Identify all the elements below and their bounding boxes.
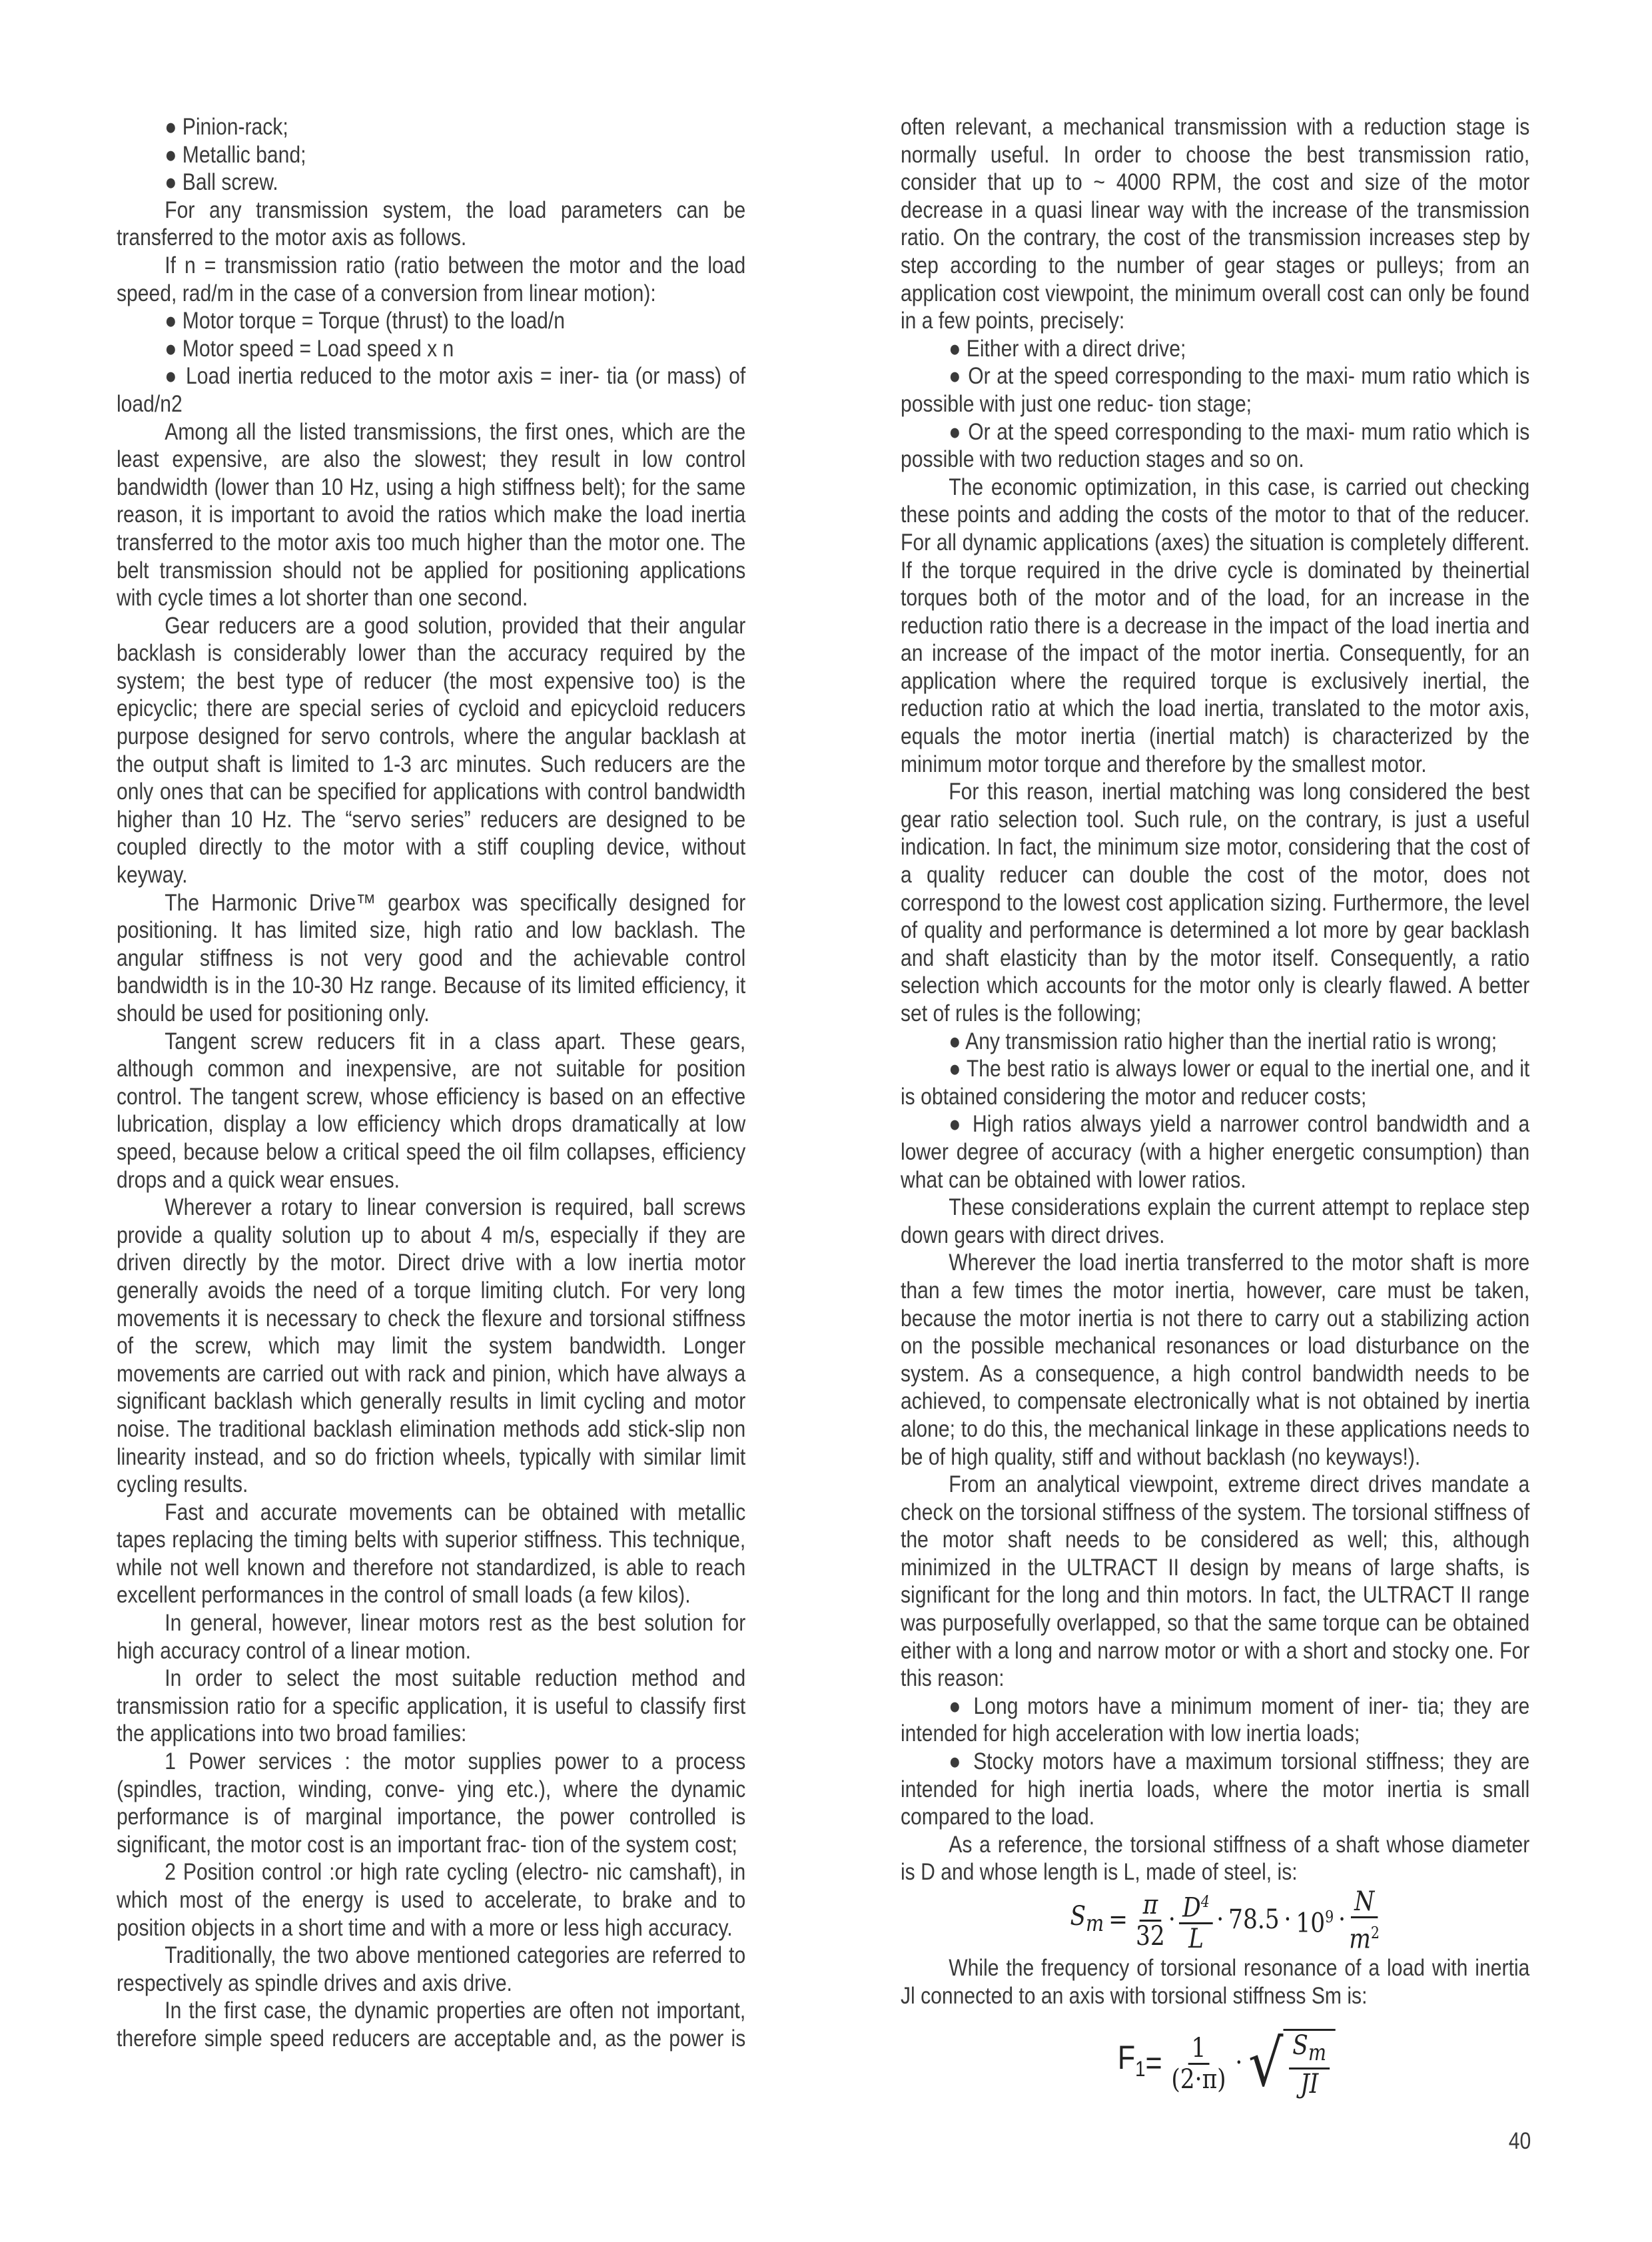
torsional-stiffness-formula bbox=[901, 1886, 1529, 1954]
bullet-item: ● Long motors have a minimum moment of iner- tia; they are intended for high acceleration with low inertia loads; bbox=[901, 1692, 1530, 1747]
paragraph: often relevant, a mechanical transmission with a reduction stage is normally useful. In order to choose the best transmission ratio, consider that up to ~ 4000 RPM, the cost and size of the motor decrease in a quasi linear way with the increase of the transmission ratio. On the contrary, the cost of the transmission increases step by step according to the number of gear stages or pulleys; from an application cost viewpoint, the minimum overall cost can only be found in a few points, precisely: bbox=[901, 114, 1530, 334]
radical-sign-icon: √ bbox=[1248, 2026, 1284, 2101]
paragraph: 1 Power services : the motor supplies power to a process (spindles, traction, winding, conve- ying etc.), where the dynamic performance is of marginal importance, the power controlled is significant, the motor cost is an important frac- tion of the system cost; bbox=[117, 1748, 746, 1858]
paragraph: Wherever a rotary to linear conversion is required, ball screws provide a quality solution up to about 4 m/s, especially if they are driven directly by the motor. Direct drive with a low inertia motor generally avoids the need of a torque limiting clutch. For very long movements it is necessary to check the flexure and torsional stiffness of the screw, which may limit the system bandwidth. Longer movements are carried out with rack and pinion, which have always a significant backlash which generally results in limit cycling and motor noise. The traditional backlash elimination methods add stick-slip non linearity instead, and so do friction wheels, typically with similar limit cycling results. bbox=[117, 1194, 746, 1498]
bullet-item: ● Motor speed = Load speed x n bbox=[165, 335, 454, 362]
bullet-item: ● Or at the speed corresponding to the maxi- mum ratio which is possible with two reduction stages and so on. bbox=[901, 418, 1530, 473]
bullet-item: ● Motor torque = Torque (thrust) to the load/n bbox=[165, 308, 565, 334]
bullet-item: ● The best ratio is always lower or equal to the inertial one, and it is obtained considering the motor and reducer costs; bbox=[901, 1056, 1530, 1110]
paragraph: From an analytical viewpoint, extreme direct drives mandate a check on the torsional stiffness of the system. The torsional stiffness of the motor shaft needs to be considered as well; this, although minimized in the ULTRACT II design by means of large shafts, is significant for the long and thin motors. In fact, the ULTRACT II range was purposefully overlapped, so that the same torque can be obtained either with a long and narrow motor or with a short and stocky one. For this reason: bbox=[901, 1471, 1530, 1692]
bullet-item: ● Metallic band; bbox=[165, 141, 306, 168]
bullet-item: ● Load inertia reduced to the motor axis = iner- tia (or mass) of load/n2 bbox=[117, 363, 746, 417]
right-paragraphs bbox=[901, 113, 1529, 1886]
paragraph: For any transmission system, the load parameters can be transferred to the motor axis as follows. bbox=[117, 196, 746, 251]
square-root: √ $\frac{S_m}{JI}$ bbox=[1248, 2029, 1336, 2099]
paragraph: Tangent screw reducers fit in a class apart. These gears, although common and inexpensive, are not suitable for position control. The tangent screw, whose efficiency is based on an effective lubrication, display a low efficiency which drops dramatically at low speed, because below a critical speed the oil film collapses, efficiency drops and a quick wear ensues. bbox=[117, 1028, 746, 1193]
right-column bbox=[901, 113, 1529, 2113]
paragraph: Traditionally, the two above mentioned categories are referred to respectively as spindle drives and axis drive. bbox=[117, 1942, 746, 1996]
paragraph: In general, however, linear motors rest as the best solution for high accuracy control of a linear motion. bbox=[117, 1610, 746, 1664]
fraction-d4-l: $\frac{D^4}{L}$ bbox=[1179, 1887, 1213, 1954]
dot: · bbox=[1168, 1904, 1176, 1936]
formula-lhs: $F_1$ bbox=[1117, 2038, 1146, 2081]
bullet-item: ● Or at the speed corresponding to the maxi- mum ratio which is possible with just one reduc- tion stage; bbox=[901, 363, 1530, 417]
fraction-pi-32: $\frac{\pi}{32}$ bbox=[1135, 1889, 1165, 1952]
bullet-item: ● Ball screw. bbox=[165, 169, 278, 196]
constant: 78.5 bbox=[1228, 1904, 1280, 1936]
paragraph: Fast and accurate movements can be obtained with metallic tapes replacing the timing belts with superior stiffness. This technique, while not well known and therefore not standardized, is able to reach excellent performances in the control of small loads (a few kilos). bbox=[117, 1499, 746, 1609]
paragraph: The Harmonic Drive™ gearbox was specifically designed for positioning. It has limited size, high ratio and low backlash. The angular stiffness is not very good and the achievable control bandwidth is in the 10-30 Hz range. Because of its limited efficiency, it should be used for positioning only. bbox=[117, 889, 746, 1026]
paragraph: In order to select the most suitable reduction method and transmission ratio for a specific application, it is useful to classify first the applications into two broad families: bbox=[117, 1665, 746, 1747]
page-number: 40 bbox=[1508, 2128, 1531, 2154]
formula-lhs: $S_m$ bbox=[1070, 1901, 1104, 1937]
dot: · bbox=[1216, 1904, 1224, 1936]
equals: = bbox=[1145, 2044, 1162, 2082]
bullet-item: ● Either with a direct drive; bbox=[949, 335, 1186, 362]
paragraph: While the frequency of torsional resonance of a load with inertia Jl connected to an axis with torsional stiffness Sm is: bbox=[901, 1955, 1530, 2009]
paragraph: In the first case, the dynamic properties are often not important, therefore simple speed reducers are acceptable and, as the power is bbox=[117, 1998, 746, 2052]
fraction-units: $\frac{N}{m^2}$ bbox=[1349, 1886, 1380, 1955]
fraction-one-over-2pi: $\frac{1}{(2\cdot\pi)}$ bbox=[1171, 2032, 1226, 2095]
bullet-item: ● Stocky motors have a maximum torsional stiffness; they are intended for high inertia loads, where the motor inertia is small compared to the load. bbox=[901, 1748, 1530, 1830]
bullet-item: ● High ratios always yield a narrower control bandwidth and a lower degree of accuracy (with a higher energetic consumption) than what can be obtained with lower ratios. bbox=[901, 1111, 1530, 1193]
bullet-item: ● Any transmission ratio higher than the inertial ratio is wrong; bbox=[949, 1028, 1497, 1054]
paragraph: 2 Position control :or high rate cycling (electro- nic camshaft), in which most of the energy is used to accelerate, to brake and to position objects in a short time and with a more or less high accuracy. bbox=[117, 1859, 746, 1941]
paragraph: Gear reducers are a good solution, provided that their angular backlash is considerably lower than the accuracy required by the system; the best type of reducer (the most expensive too) is the epicyclic; there are special series of cycloid and epicycloid reducers purpose designed for servo controls, where the angular backlash at the output shaft is limited to 1-3 arc minutes. Such reducers are the only ones that can be specified for applications with control bandwidth higher than 10 Hz. The “servo series” reducers are designed to be coupled directly to the motor with a stiff coupling device, without keyway. bbox=[117, 612, 746, 889]
dot: · bbox=[1338, 1904, 1346, 1936]
paragraph: These considerations explain the current attempt to replace step down gears with direct drives. bbox=[901, 1194, 1530, 1248]
power-of-ten: $10^9$ bbox=[1296, 1907, 1334, 1938]
paragraph: As a reference, the torsional stiffness of a shaft whose diameter is D and whose length is L, made of steel, is: bbox=[901, 1831, 1530, 1886]
equals: = bbox=[1108, 1904, 1128, 1936]
paragraph: For this reason, inertial matching was long considered the best gear ratio selection tool. Such rule, on the contrary, is just a useful indication. In fact, the minimum size motor, considering that the cost of a quality reducer can double the cost of the motor, does not correspond to the lowest cost application sizing. Furthermore, the level of quality and performance is determined a lot more by gear backlash and shaft elasticity than by the motor itself. Consequently, a ratio selection which accounts for the motor only is clearly flawed. A better set of rules is the following; bbox=[901, 779, 1530, 1026]
resonance-frequency-formula bbox=[901, 2014, 1529, 2113]
dot: · bbox=[1284, 1904, 1292, 1936]
paragraph: The economic optimization, in this case, is carried out checking these points and adding the costs of the motor to that of the reducer. For all dynamic applications (axes) the situation is completely different. If the torque required in the drive cycle is dominated by theinertial torques both of the motor and of the load, for an increase in the reduction ratio there is a decrease in the impact of the load inertia and an increase of the impact of the motor inertia. Consequently, for an application where the required torque is exclusively inertial, the reduction ratio at which the load inertia, translated to the motor axis, equals the motor inertia (inertial match) is characterized by the minimum motor torque and therefore by the smallest motor. bbox=[901, 474, 1530, 777]
paragraph: Among all the listed transmissions, the first ones, which are the least expensive, are also the slowest; they result in low control bandwidth (lower than 10 Hz, using a high stiffness belt); for the same reason, it is important to avoid the ratios which make the load inertia transferred to the motor axis too much higher than the motor one. The belt transmission should not be applied for positioning applications with cycle times a lot shorter than one second. bbox=[117, 418, 746, 611]
dot: · bbox=[1235, 2048, 1243, 2079]
bullet-item: ● Pinion-rack; bbox=[165, 114, 288, 140]
paragraph: If n = transmission ratio (ratio between the motor and the load speed, rad/m in the case of a conversion from linear motion): bbox=[117, 252, 746, 306]
paragraph: Wherever the load inertia transferred to the motor shaft is more than a few times the motor inertia, however, care must be taken, because the motor inertia is not there to carry out a stabilizing action on the possible mechanical resonances or load disturbance on the system. As a consequence, a high control bandwidth needs to be achieved, to compensate electronically what is not obtained by inertia alone; to do this, the mechanical linkage in these applications needs to be of high quality, stiff and without backlash (no keyways!). bbox=[901, 1250, 1530, 1470]
left-column bbox=[117, 113, 745, 2053]
